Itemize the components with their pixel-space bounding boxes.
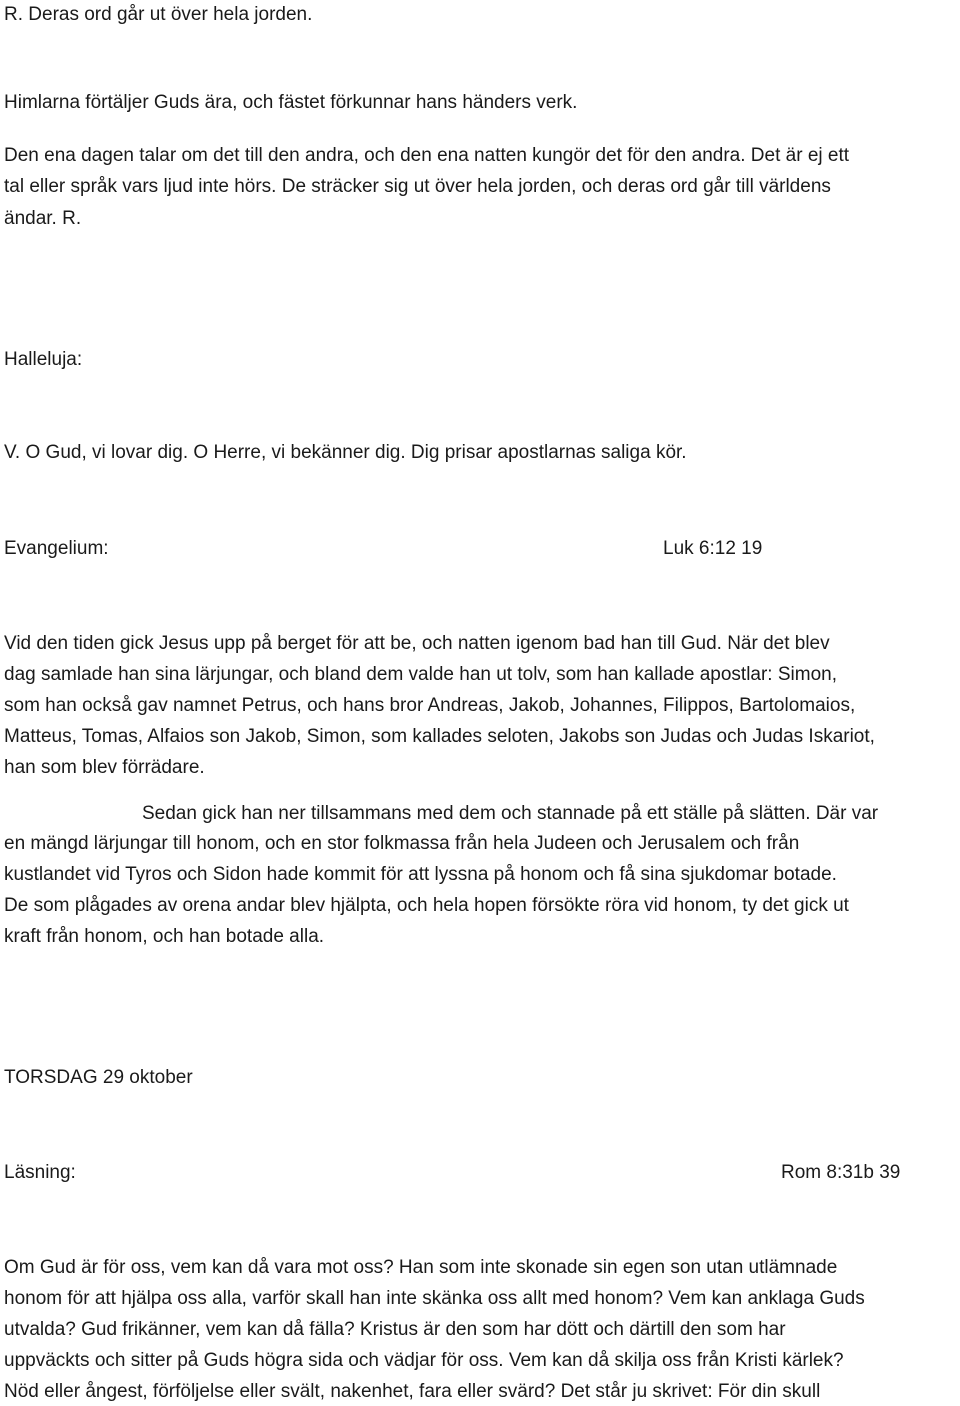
day-heading: TORSDAG 29 oktober	[4, 1067, 193, 1088]
gospel-p1-line-1: Vid den tiden gick Jesus upp på berget för att be, och natten igenom bad han till Gud. När det blev	[4, 633, 830, 654]
evangelium-reference: Luk 6:12 19	[663, 538, 763, 559]
reading-line-5: Nöd eller ångest, förföljelse eller svält, nakenhet, fara eller svärd? Det står ju skrivet: För din skull	[4, 1381, 821, 1402]
gospel-p1-line-3: som han också gav namnet Petrus, och hans bror Andreas, Jakob, Johannes, Filippos, Bartolomaios,	[4, 695, 856, 716]
gospel-p2-line-2: en mängd lärjungar till honom, och en stor folkmassa från hela Judeen och Jerusalem och från	[4, 833, 800, 854]
gospel-p2-line-3: kustlandet vid Tyros och Sidon hade kommit för att lyssna på honom och få sina sjukdomar botade.	[4, 864, 837, 885]
gospel-p1-line-5: han som blev förrädare.	[4, 757, 205, 778]
gospel-p1-line-2: dag samlade han sina lärjungar, och bland dem valde han ut tolv, som han kallade apostlar: Simon,	[4, 664, 837, 685]
reading-line-2: honom för att hjälpa oss alla, varför skall han inte skänka oss allt med honom? Vem kan anklaga Guds	[4, 1288, 865, 1309]
gospel-p2-line-4: De som plågades av orena andar blev hjälpta, och hela hopen försökte röra vid honom, ty det gick ut	[4, 895, 849, 916]
psalm-body-line-1: Den ena dagen talar om det till den andra, och den ena natten kungör det för den andra. Det är ej ett	[4, 145, 850, 166]
gospel-p1-line-4: Matteus, Tomas, Alfaios son Jakob, Simon, som kallades seloten, Jakobs son Judas och Judas Iskariot,	[4, 726, 875, 747]
evangelium-label: Evangelium:	[4, 538, 109, 559]
response-line: R. Deras ord går ut över hela jorden.	[4, 4, 313, 25]
halleluja-label: Halleluja:	[4, 349, 83, 370]
psalm-body-line-2: tal eller språk vars ljud inte hörs. De sträcker sig ut över hela jorden, och deras ord går till världens	[4, 176, 831, 197]
reading-line-4: uppväckts och sitter på Guds högra sida och vädjar för oss. Vem kan då skilja oss från Kristi kärlek?	[4, 1350, 844, 1371]
reading-line-3: utvalda? Gud frikänner, vem kan då fälla? Kristus är den som har dött och därtill den som har	[4, 1319, 786, 1340]
halleluja-verse: V. O Gud, vi lovar dig. O Herre, vi bekänner dig. Dig prisar apostlarnas saliga kör.	[4, 442, 687, 463]
psalm-intro: Himlarna förtäljer Guds ära, och fästet förkunnar hans händers verk.	[4, 92, 578, 113]
gospel-p2-line-1: Sedan gick han ner tillsammans med dem och stannade på ett ställe på slätten. Där var	[142, 803, 879, 824]
reading-line-1: Om Gud är för oss, vem kan då vara mot oss? Han som inte skonade sin egen son utan utlämnade	[4, 1257, 838, 1278]
lasning-label: Läsning:	[4, 1162, 76, 1183]
lasning-reference: Rom 8:31b 39	[781, 1162, 901, 1183]
psalm-body-line-3: ändar. R.	[4, 208, 82, 229]
gospel-p2-line-5: kraft från honom, och han botade alla.	[4, 926, 325, 947]
